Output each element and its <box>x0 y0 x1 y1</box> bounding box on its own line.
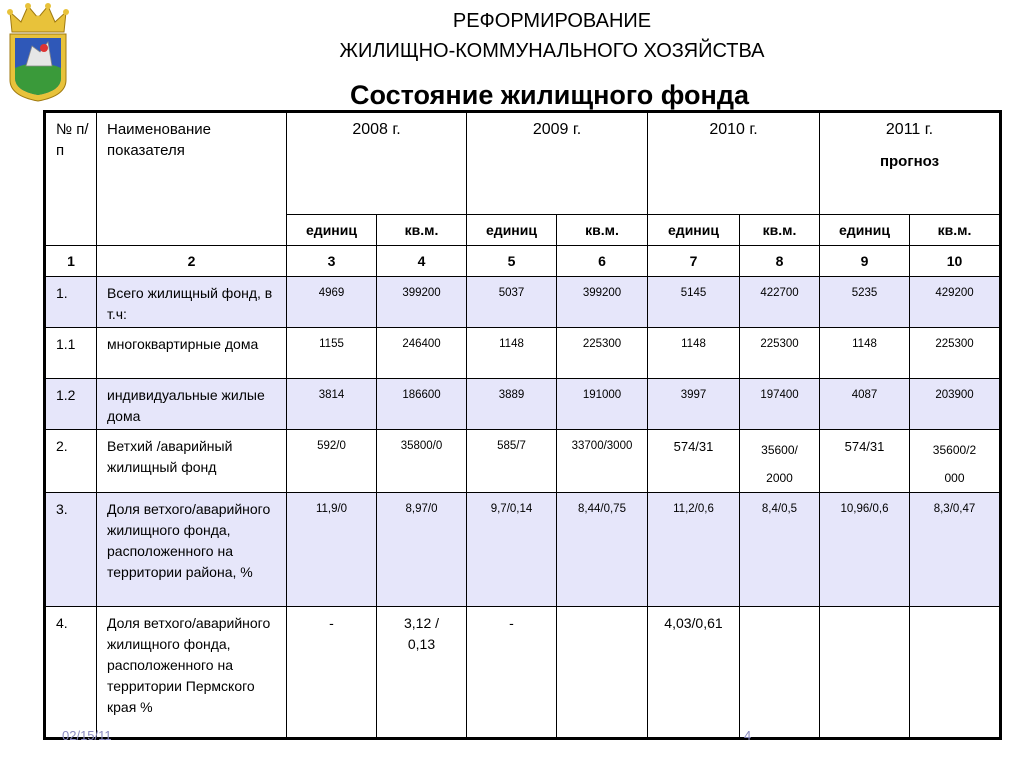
table-row <box>45 607 1001 739</box>
column-header-2009: 2009 г. <box>467 112 648 215</box>
cell-value: - <box>287 607 377 739</box>
unit-sqm-2009: кв.м. <box>557 215 648 246</box>
cell-value: 429200 <box>910 277 1001 328</box>
unit-units-2008: единиц <box>287 215 377 246</box>
cell-value: 3997 <box>648 379 740 430</box>
cell-value: 225300 <box>557 328 648 379</box>
cell-value: 5235 <box>820 277 910 328</box>
column-index: 3 <box>287 246 377 277</box>
row-number: 4. <box>45 607 97 739</box>
unit-units-2010: единиц <box>648 215 740 246</box>
row-number: 3. <box>45 493 97 607</box>
row-name: Всего жилищный фонд, в т.ч: <box>97 277 287 328</box>
row-name: Доля ветхого/аварийного жилищного фонда, расположенного на территории Пермского края % <box>97 607 287 739</box>
housing-stock-table <box>43 110 1002 740</box>
cell-value: 8,97/0 <box>377 493 467 607</box>
cell-value: 11,2/0,6 <box>648 493 740 607</box>
cell-value: 574/31 <box>648 430 740 493</box>
cell-value: 225300 <box>740 328 820 379</box>
footer-page-number: 4 <box>744 728 752 743</box>
cell-value: 203900 <box>910 379 1001 430</box>
cell-value: 1155 <box>287 328 377 379</box>
cell-value <box>910 607 1001 739</box>
cell-value: 4,03/0,61 <box>648 607 740 739</box>
table-row <box>45 493 1001 607</box>
unit-sqm-2010: кв.м. <box>740 215 820 246</box>
column-index-row <box>45 246 1001 277</box>
cell-value: 8,3/0,47 <box>910 493 1001 607</box>
column-index: 7 <box>648 246 740 277</box>
table-row <box>45 379 1001 430</box>
cell-value: 585/7 <box>467 430 557 493</box>
cell-value: 191000 <box>557 379 648 430</box>
header-title-line1: РЕФОРМИРОВАНИЕ <box>452 10 652 32</box>
cell-value: 5145 <box>648 277 740 328</box>
row-number: 1.2 <box>45 379 97 430</box>
column-header-2010: 2010 г. <box>648 112 820 215</box>
column-index: 2 <box>97 246 287 277</box>
cell-value <box>740 607 820 739</box>
cell-value: 3814 <box>287 379 377 430</box>
column-header-name: Наименование показателя <box>97 112 287 246</box>
cell-value: 9,7/0,14 <box>467 493 557 607</box>
table-row <box>45 277 1001 328</box>
cell-value: 246400 <box>377 328 467 379</box>
cell-value: 225300 <box>910 328 1001 379</box>
header-title-line2: ЖИЛИЩНО-КОММУНАЛЬНОГО ХОЗЯЙСТВА <box>339 40 765 62</box>
row-number: 1.1 <box>45 328 97 379</box>
row-name: Ветхий /аварийный жилищный фонд <box>97 430 287 493</box>
cell-value: 35800/0 <box>377 430 467 493</box>
page-subtitle: Состояние жилищного фонда <box>350 80 750 110</box>
cell-value: 8,4/0,5 <box>740 493 820 607</box>
cell-value: 1148 <box>820 328 910 379</box>
cell-value: 399200 <box>377 277 467 328</box>
cell-value: 574/31 <box>820 430 910 493</box>
unit-units-2009: единиц <box>467 215 557 246</box>
row-name: Доля ветхого/аварийного жилищного фонда, расположенного на территории района, % <box>97 493 287 607</box>
column-index: 1 <box>45 246 97 277</box>
cell-value: 186600 <box>377 379 467 430</box>
column-index: 6 <box>557 246 648 277</box>
column-index: 8 <box>740 246 820 277</box>
table-row <box>45 430 1001 493</box>
cell-value: 11,9/0 <box>287 493 377 607</box>
column-index: 10 <box>910 246 1001 277</box>
forecast-label: прогноз <box>879 153 940 170</box>
column-index: 4 <box>377 246 467 277</box>
row-name: индивидуальные жилые дома <box>97 379 287 430</box>
row-number: 1. <box>45 277 97 328</box>
cell-value: 8,44/0,75 <box>557 493 648 607</box>
cell-value: 35600/2000 <box>910 430 1001 493</box>
table-row <box>45 328 1001 379</box>
cell-value: 422700 <box>740 277 820 328</box>
year-2011-label: 2011 г. <box>885 121 934 138</box>
column-header-number: № п/п <box>45 112 97 246</box>
cell-value <box>557 607 648 739</box>
cell-value: 10,96/0,6 <box>820 493 910 607</box>
header-row <box>45 112 1001 215</box>
unit-units-2011: единиц <box>820 215 910 246</box>
cell-value: 5037 <box>467 277 557 328</box>
unit-sqm-2011: кв.м. <box>910 215 1001 246</box>
cell-value: - <box>467 607 557 739</box>
cell-value: 3889 <box>467 379 557 430</box>
cell-value: 1148 <box>467 328 557 379</box>
column-header-2008: 2008 г. <box>287 112 467 215</box>
cell-value: 35600/2000 <box>740 430 820 493</box>
cell-value: 1148 <box>648 328 740 379</box>
cell-value: 4087 <box>820 379 910 430</box>
footer-date: 02/15/11 <box>62 728 112 743</box>
cell-value: 399200 <box>557 277 648 328</box>
column-header-2011 <box>820 112 1001 215</box>
cell-value: 592/0 <box>287 430 377 493</box>
row-name: многоквартирные дома <box>97 328 287 379</box>
cell-value: 197400 <box>740 379 820 430</box>
row-number: 2. <box>45 430 97 493</box>
cell-value: 4969 <box>287 277 377 328</box>
column-index: 9 <box>820 246 910 277</box>
column-index: 5 <box>467 246 557 277</box>
cell-value: 33700/3000 <box>557 430 648 493</box>
cell-value <box>820 607 910 739</box>
unit-sqm-2008: кв.м. <box>377 215 467 246</box>
cell-value: 3,12 / 0,13 <box>377 607 467 739</box>
